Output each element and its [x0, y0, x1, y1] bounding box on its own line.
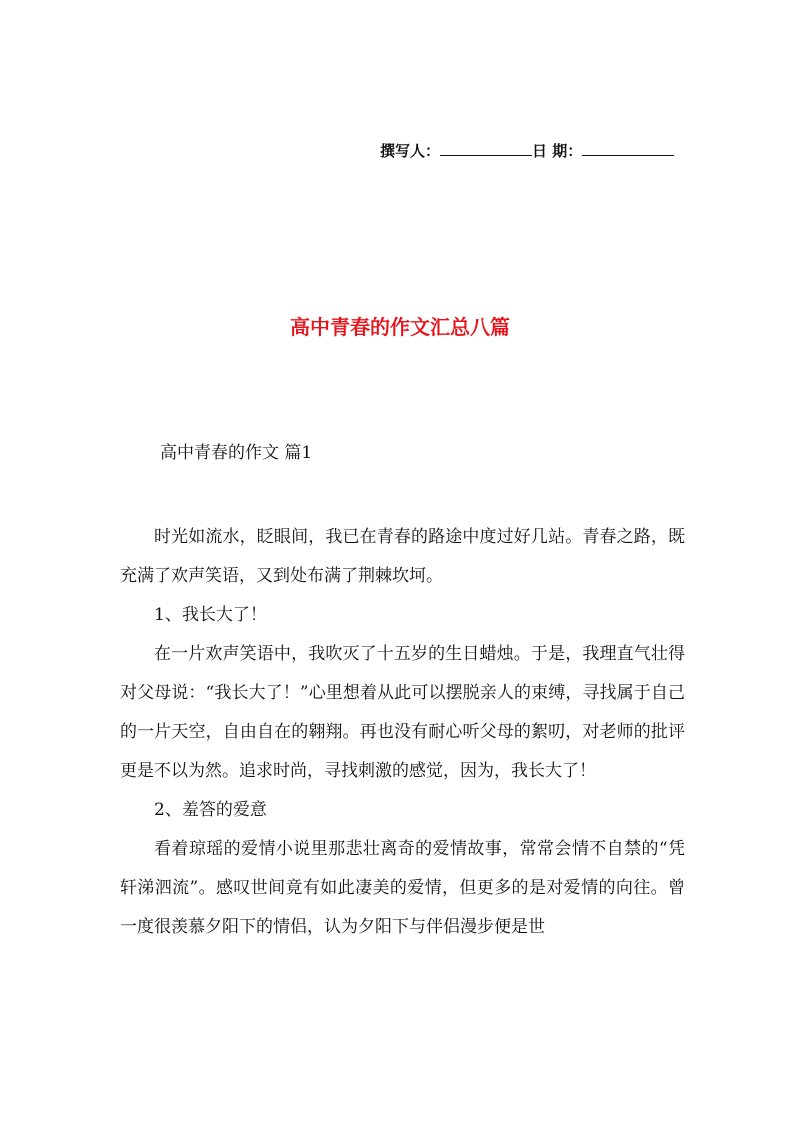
author-blank [440, 140, 532, 156]
document-body [120, 518, 685, 947]
subheading-2: 2、羞答的爱意 [154, 800, 267, 820]
paragraph-intro: 时光如流水，眨眼间，我已在青春的路途中度过好几站。青春之路，既充满了欢声笑语，又到处布满了荆棘坎坷。 [120, 527, 685, 586]
subheading-1: 1、我长大了！ [154, 605, 267, 625]
paragraph-1: 在一片欢声笑语中，我吹灭了十五岁的生日蜡烛。于是，我理直气壮得对父母说：“我长大了！”心里想着从此可以摆脱亲人的束缚，寻找属于自己的一片天空，自由自在的翱翔。再也没有耐心听父母的絮叨，对老师的批评更是不以为然。追求时尚，寻找刺激的感觉，因为，我长大了！ [120, 644, 685, 781]
paragraph-2: 看着琼瑶的爱情小说里那悲壮离奇的爱情故事，常常会情不自禁的“凭轩涕泗流”。感叹世间竟有如此凄美的爱情，但更多的是对爱情的向往。曾一度很羡慕夕阳下的情侣，认为夕阳下与伴侣漫步便是世 [120, 839, 685, 937]
author-date-line [380, 140, 700, 161]
document-title: 高中青春的作文汇总八篇 [290, 315, 510, 339]
section-heading: 高中青春的作文 篇1 [160, 443, 313, 463]
date-label: 日 期： [532, 142, 583, 160]
author-label: 撰写人： [380, 142, 441, 160]
date-blank [582, 140, 674, 156]
